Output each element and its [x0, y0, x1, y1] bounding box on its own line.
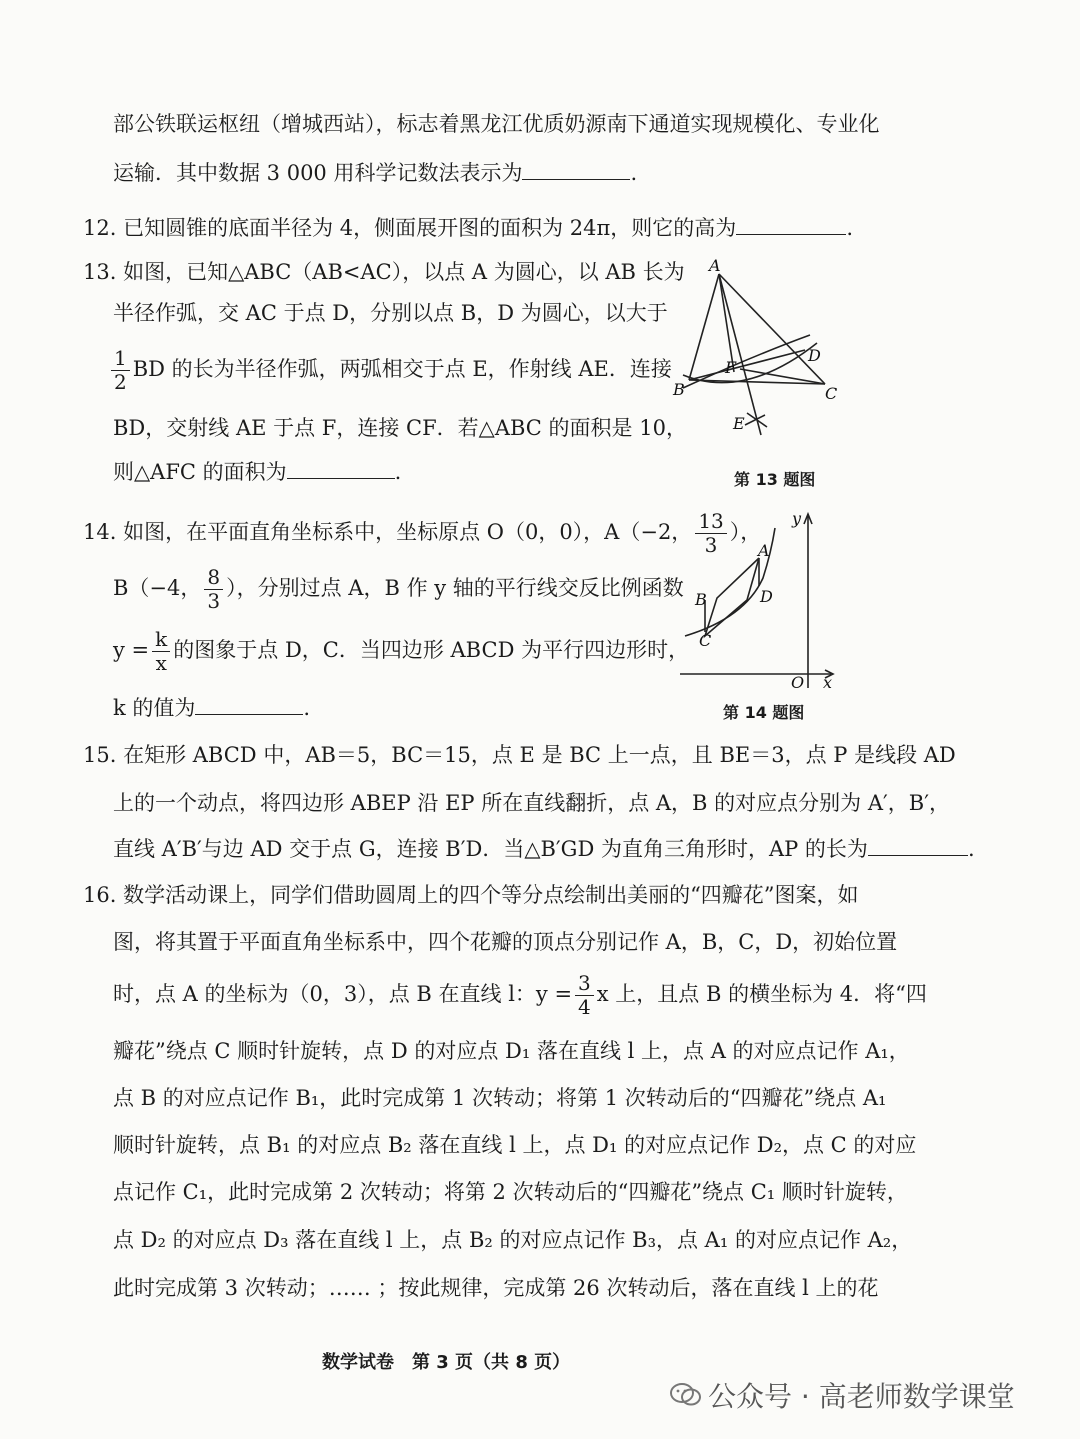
- q14-label-b: B: [695, 590, 707, 609]
- q14-line-3-text: 的图象于点 D，C．当四边形 ABCD 为平行四边形时，: [173, 638, 690, 662]
- q13-line-2: 半径作弧，交 AC 于点 D，分别以点 B，D 为圆心，以大于: [113, 301, 668, 325]
- q13-label-b: B: [673, 380, 685, 399]
- q16-line-3-start: 时，点 A 的坐标为（0，3），点 B 在直线 l：y =: [113, 982, 573, 1006]
- q14-figure: [675, 508, 845, 693]
- q16-line-3: [113, 968, 927, 1020]
- q13-label-d: D: [808, 346, 821, 365]
- q12-answer-blank: [736, 212, 846, 235]
- q16-line-8: 点 D₂ 的对应点 D₃ 落在直线 l 上，点 B₂ 的对应点记作 B₃，点 A₁ 的对应点记作 A₂，: [113, 1228, 913, 1252]
- q16-fraction-3-4: $\frac{3}{4}$: [575, 972, 594, 1019]
- q15-line-1: 15. 在矩形 ABCD 中，AB＝5，BC＝15，点 E 是 BC 上一点，且 BE＝3，点 P 是线段 AD: [83, 743, 956, 767]
- q11-answer-blank: [522, 157, 630, 180]
- q16-line-6: 顺时针旋转，点 B₁ 的对应点 B₂ 落在直线 l 上，点 D₁ 的对应点记作 D₂，点 C 的对应: [113, 1133, 917, 1157]
- q13-line-5-text: 则△AFC 的面积为: [113, 460, 287, 484]
- q14-fraction-8-3: $\frac{8}{3}$: [204, 566, 223, 613]
- q15-line-2: 上的一个动点，将四边形 ABEP 沿 EP 所在直线翻折，点 A，B 的对应点分别为 A′，B′，: [113, 791, 950, 815]
- q14-line-1-end: ），: [729, 520, 762, 544]
- q13-caption: 第 13 题图: [734, 470, 816, 489]
- q14-caption: 第 14 题图: [723, 703, 805, 722]
- q13-answer-blank: [287, 456, 395, 479]
- q16-line-1: 16. 数学活动课上，同学们借助圆周上的四个等分点绘制出美丽的“四瓣花”图案，如: [83, 883, 859, 907]
- q13-label-f: F: [725, 358, 737, 377]
- q14-line-1: [83, 506, 761, 558]
- q16-line-7: 点记作 C₁，此时完成第 2 次转动；将第 2 次转动后的“四瓣花”绕点 C₁ 顺时针旋转，: [113, 1180, 908, 1204]
- q13-line-1: 13. 如图，已知△ABC（AB<AC），以点 A 为圆心，以 AB 长为: [83, 260, 685, 284]
- wechat-icon: [670, 1382, 702, 1408]
- q14-label-c: C: [699, 631, 712, 650]
- page-footer: 数学试卷 第 3 页（共 8 页）: [322, 1352, 571, 1373]
- q12-end: .: [846, 216, 853, 240]
- q13-line-3-text: BD 的长为半径作弧，两弧相交于点 E，作射线 AE．连接: [132, 357, 672, 381]
- q15-end: .: [967, 837, 975, 861]
- q13-label-e: E: [733, 414, 745, 433]
- q12-text: 12. 已知圆锥的底面半径为 4，侧面展开图的面积为 24π，则它的高为: [83, 216, 737, 240]
- q11-end: .: [630, 161, 638, 185]
- q16-line-5: 点 B 的对应点记作 B₁，此时完成第 1 次转动；将第 1 次转动后的“四瓣花”绕点 A₁: [113, 1086, 887, 1110]
- q14-answer-blank: [195, 692, 303, 715]
- q14-fraction-k-x: $\frac{k}{x}$: [152, 628, 170, 675]
- q14-line-2: [113, 562, 684, 614]
- q14-line-3: [113, 624, 689, 676]
- q11-line-2: [113, 157, 637, 188]
- q14-line-2-start: B（−4，: [113, 576, 202, 600]
- q14-end: .: [303, 696, 311, 720]
- q14-label-o: O: [791, 673, 805, 692]
- q13-ray-ae: [719, 274, 761, 435]
- q13-figure: [665, 255, 850, 445]
- q13-label-a: A: [709, 256, 721, 275]
- q13-line-3: [108, 343, 672, 395]
- q13-label-c: C: [825, 384, 838, 403]
- q14-label-a: A: [758, 541, 770, 560]
- q14-line-1-text: 14. 如图，在平面直角坐标系中，坐标原点 O（0，0），A（−2，: [83, 520, 693, 544]
- q15-answer-blank: [868, 833, 968, 856]
- q16-line-3-end: x 上，且点 B 的横坐标为 4．将“四: [596, 982, 927, 1006]
- q14-function-y: y =: [113, 638, 150, 662]
- q15-line-3: [113, 833, 975, 864]
- q14-label-y: y: [792, 509, 802, 528]
- q16-line-9: 此时完成第 3 次转动；…… ；按此规律，完成第 26 次转动后，落在直线 l 上的花: [113, 1276, 879, 1300]
- q13-segment-bd: [689, 350, 805, 380]
- q11-line-1: 部公铁联运枢纽（增城西站），标志着黑龙江优质奶源南下通道实现规模化、专业化: [113, 112, 880, 136]
- q16-line-2: 图，将其置于平面直角坐标系中，四个花瓣的顶点分别记作 A，B，C，D，初始位置: [113, 930, 898, 954]
- q11-text: 运输．其中数据 3 000 用科学记数法表示为: [113, 161, 523, 185]
- q13-line-4: BD，交射线 AE 于点 F，连接 CF．若△ABC 的面积是 10，: [113, 416, 687, 440]
- q14-label-d: D: [760, 587, 773, 606]
- q15-line-3-text: 直线 A′B′与边 AD 交于点 G，连接 B′D．当△B′GD 为直角三角形时，AP 的长为: [113, 837, 868, 861]
- q14-label-x: x: [823, 673, 833, 692]
- q14-line-2-text: ），分别过点 A，B 作 y 轴的平行线交反比例函数: [226, 576, 684, 600]
- q12-line: [83, 212, 853, 243]
- watermark: 公众号 · 高老师数学课堂: [708, 1380, 1015, 1413]
- q14-line-4-text: k 的值为: [113, 696, 196, 720]
- q13-fraction: $\frac{1}{2}$: [111, 347, 130, 394]
- q16-line-4: 瓣花”绕点 C 顺时针旋转，点 D 的对应点 D₁ 落在直线 l 上，点 A 的对应点记作 A₁，: [113, 1039, 910, 1063]
- q13-end: .: [394, 460, 402, 484]
- q13-line-5: [113, 456, 401, 487]
- q13-segment-ab: [689, 274, 719, 380]
- q14-fraction-13-3: $\frac{13}{3}$: [695, 510, 726, 557]
- q14-line-4: [113, 692, 310, 723]
